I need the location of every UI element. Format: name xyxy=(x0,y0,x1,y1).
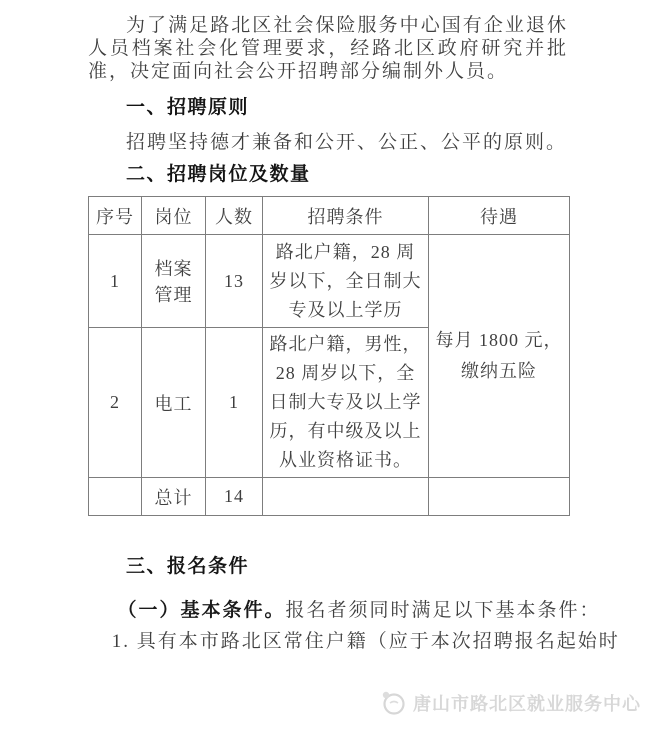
cell-condition: 路北户籍，28 周岁以下，全日制大专及以上学历 xyxy=(263,235,429,328)
footer-watermark-text: 唐山市路北区就业服务中心 xyxy=(413,694,641,714)
col-header-no: 序号 xyxy=(89,197,142,235)
cell-condition: 路北户籍，男性，28 周岁以下，全日制大专及以上学历，有中级及以上从业资格证书。 xyxy=(263,328,429,478)
section-1-heading: 一、招聘原则 xyxy=(126,97,250,118)
col-header-post: 岗位 xyxy=(142,197,206,235)
basic-condition-lead: （一）基本条件。 xyxy=(117,600,286,621)
cell-post: 总计 xyxy=(142,478,206,516)
col-header-count: 人数 xyxy=(206,197,263,235)
cell-count: 1 xyxy=(206,328,263,478)
cell-count: 14 xyxy=(206,478,263,516)
col-header-condition: 招聘条件 xyxy=(263,197,429,235)
basic-condition-line xyxy=(88,599,601,622)
table-row xyxy=(89,235,570,328)
intro-paragraph: 为了满足路北区社会保险服务中心国有企业退休人员档案社会化管理要求，经路北区政府研究并批准，决定面向社会公开招聘部分编制外人员。 xyxy=(88,15,568,82)
cell-no: 2 xyxy=(89,328,142,478)
basic-condition-rest: 报名者须同时满足以下基本条件： xyxy=(285,600,601,621)
footer-watermark xyxy=(378,688,641,718)
cell-no xyxy=(89,478,142,516)
col-header-treatment: 待遇 xyxy=(429,197,570,235)
recruitment-table xyxy=(88,196,570,516)
round-seal-logo-icon xyxy=(378,688,408,718)
cell-post: 电工 xyxy=(142,328,206,478)
cell-post: 档案管理 xyxy=(142,235,206,328)
cell-no: 1 xyxy=(89,235,142,328)
cell-count: 13 xyxy=(206,235,263,328)
cell-treatment-merged: 每月 1800 元，缴纳五险 xyxy=(429,235,570,478)
section-3-heading: 三、报名条件 xyxy=(126,556,250,577)
table-total-row xyxy=(89,478,570,516)
table-header-row xyxy=(89,197,570,235)
section-2-heading: 二、招聘岗位及数量 xyxy=(126,164,311,185)
cell-treatment-empty xyxy=(429,478,570,516)
basic-condition-item-1: 1. 具有本市路北区常住户籍（应于本次招聘报名起始时 xyxy=(111,631,620,652)
section-1-body: 招聘坚持德才兼备和公开、公正、公平的原则。 xyxy=(126,132,568,153)
cell-condition xyxy=(263,478,429,516)
